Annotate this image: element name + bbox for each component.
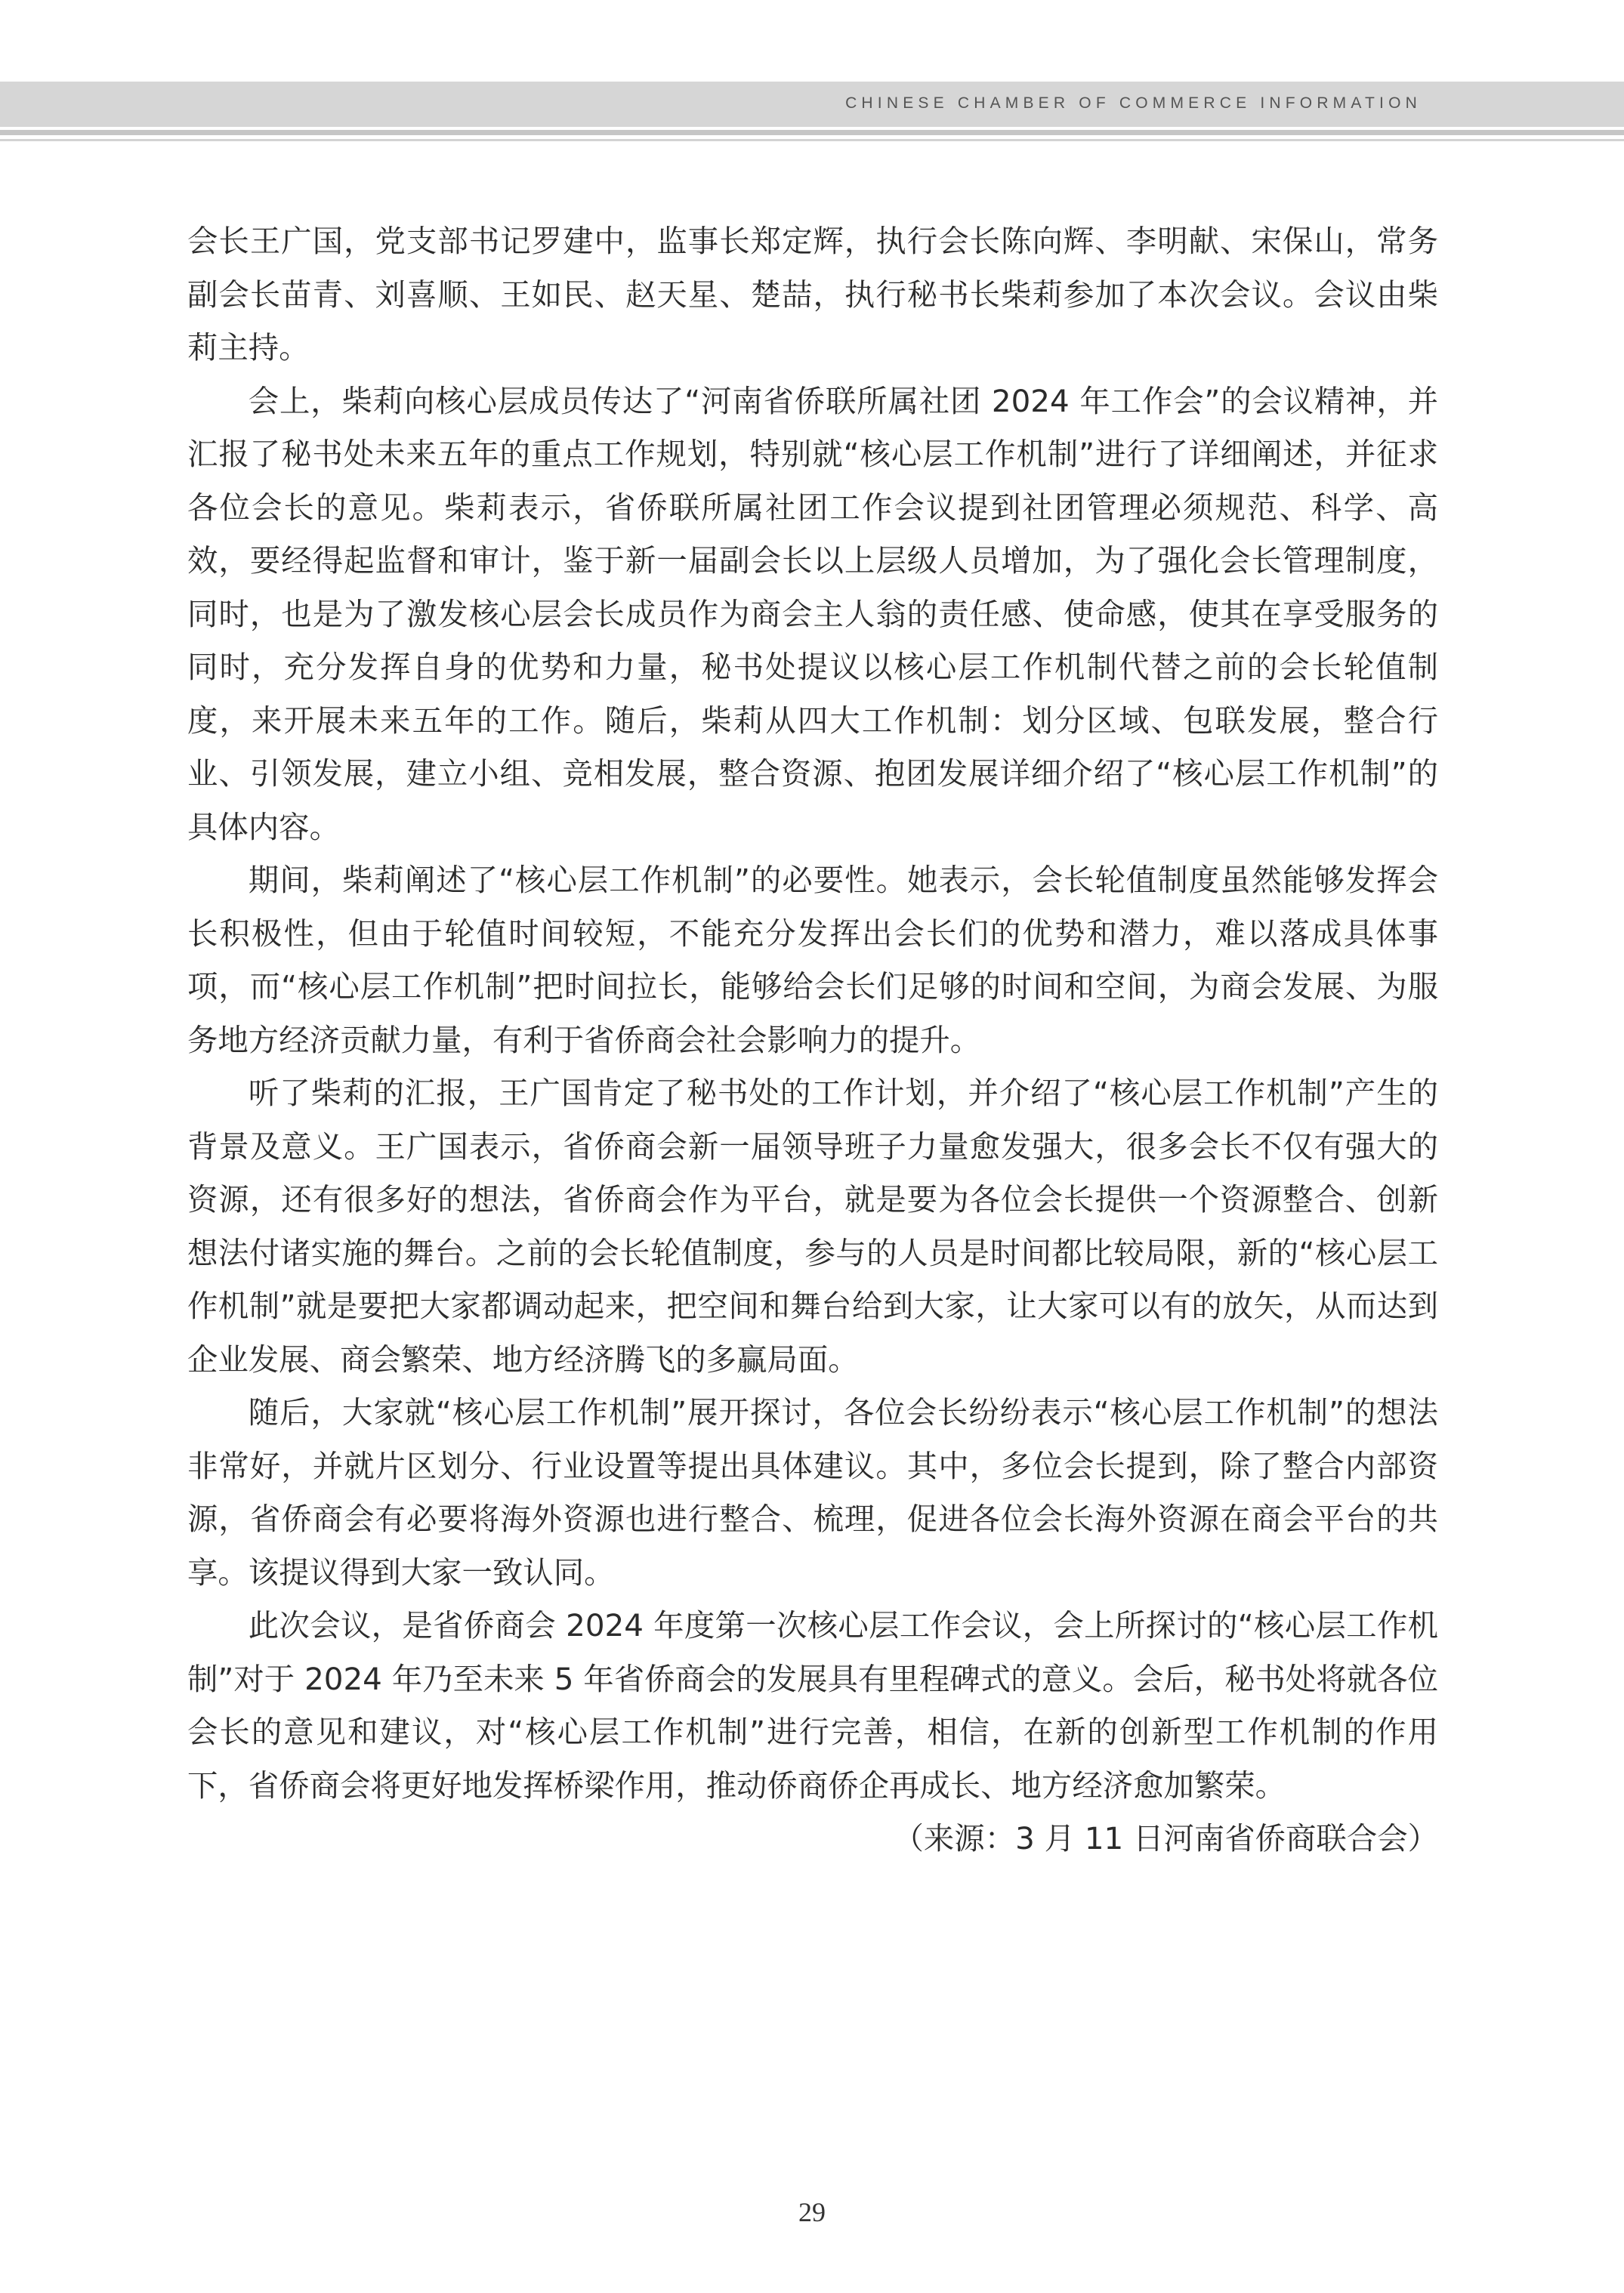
header-divider-thin [0,139,1624,141]
article-source: （来源：3 月 11 日河南省侨商联合会） [893,1820,1438,1856]
header-divider [0,130,1624,135]
page-number: 29 [798,2197,826,2227]
article-body [187,214,1438,1866]
article-paragraph: 期间，柴莉阐述了“核心层工作机制”的必要性。她表示，会长轮值制度虽然能够发挥会长积极性，但由于轮值时间较短，不能充分发挥出会长们的优势和潜力，难以落成具体事项，而“核心层工作机制”把时间拉长，能够给会长们足够的时间和空间，为商会发展、为服务地方经济贡献力量，有利于省侨商会社会影响力的提升。 [187,862,1438,1058]
article-paragraph: 随后，大家就“核心层工作机制”展开探讨，各位会长纷纷表示“核心层工作机制”的想法非常好，并就片区划分、行业设置等提出具体建议。其中，多位会长提到，除了整合内部资源，省侨商会有必要将海外资源也进行整合、梳理，促进各位会长海外资源在商会平台的共享。该提议得到大家一致认同。 [187,1394,1438,1591]
article-paragraph: 此次会议，是省侨商会 2024 年度第一次核心层工作会议，会上所探讨的“核心层工作机制”对于 2024 年乃至未来 5 年省侨商会的发展具有里程碑式的意义。会后，秘书处将就各位会长的意见和建议，对“核心层工作机制”进行完善，相信，在新的创新型工作机制的作用下，省侨商会将更好地发挥桥梁作用，推动侨商侨企再成长、地方经济愈加繁荣。 [187,1607,1438,1804]
article-paragraph: 听了柴莉的汇报，王广国肯定了秘书处的工作计划，并介绍了“核心层工作机制”产生的背景及意义。王广国表示，省侨商会新一届领导班子力量愈发强大，很多会长不仅有强大的资源，还有很多好的想法，省侨商会作为平台，就是要为各位会长提供一个资源整合、创新想法付诸实施的舞台。之前的会长轮值制度，参与的人员是时间都比较局限，新的“核心层工作机制”就是要把大家都调动起来，把空间和舞台给到大家，让大家可以有的放矢，从而达到企业发展、商会繁荣、地方经济腾飞的多赢局面。 [187,1075,1438,1378]
running-header-title: CHINESE CHAMBER OF COMMERCE INFORMATION [845,94,1422,112]
article-paragraph: 会上，柴莉向核心层成员传达了“河南省侨联所属社团 2024 年工作会”的会议精神，并汇报了秘书处未来五年的重点工作规划，特别就“核心层工作机制”进行了详细阐述，并征求各位会长的意见。柴莉表示，省侨联所属社团工作会议提到社团管理必须规范、科学、高效，要经得起监督和审计，鉴于新一届副会长以上层级人员增加，为了强化会长管理制度，同时，也是为了激发核心层会长成员作为商会主人翁的责任感、使命感，使其在享受服务的同时，充分发挥自身的优势和力量，秘书处提议以核心层工作机制代替之前的会长轮值制度，来开展未来五年的工作。随后，柴莉从四大工作机制：划分区域、包联发展，整合行业、引领发展，建立小组、竞相发展，整合资源、抱团发展详细介绍了“核心层工作机制”的具体内容。 [187,382,1438,845]
article-paragraph: 会长王广国，党支部书记罗建中，监事长郑定辉，执行会长陈向辉、李明献、宋保山，常务副会长苗青、刘喜顺、王如民、赵天星、楚喆，执行秘书长柴莉参加了本次会议。会议由柴莉主持。 [187,223,1438,366]
